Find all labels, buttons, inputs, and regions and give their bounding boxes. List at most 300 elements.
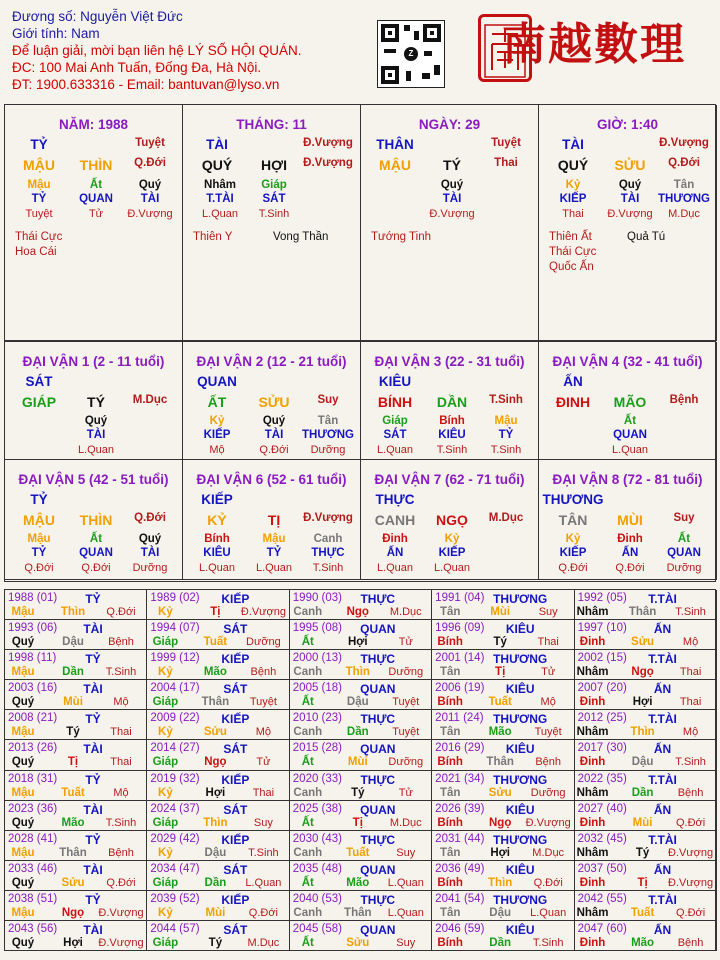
hidden-god: TÀI [140, 547, 160, 559]
year-label: 2000 (13) [292, 652, 343, 665]
dai-van-branch: TỊ [267, 512, 281, 528]
year-label: 2013 (26) [8, 742, 58, 755]
year-god: ẤN [653, 862, 672, 877]
year-label: 1998 (11) [8, 652, 57, 665]
brand-calligraphy: 南越數理 [502, 19, 686, 70]
dai-van-god: THỰC [375, 492, 415, 507]
hidden-stem: Kỷ [209, 415, 225, 427]
hidden-god: ẤN [621, 547, 639, 559]
annual-year-cell [290, 740, 432, 770]
star-left: Thiên Y [193, 231, 233, 243]
hidden-god: QUAN [79, 547, 113, 559]
year-phase: L.Quan [530, 906, 567, 919]
pillar-god: TÀI [562, 137, 584, 152]
hidden-phase: Đ.Vượng [607, 208, 653, 220]
year-phase: T.Sinh [675, 606, 706, 618]
year-label: 2026 (39) [435, 802, 485, 815]
year-stem: Mậu [11, 726, 35, 739]
annual-year-cell [290, 710, 432, 740]
hidden-god: TỶ [31, 193, 47, 205]
hidden-god: QUAN [79, 193, 113, 205]
hidden-stem: Kỷ [565, 533, 581, 545]
dai-van-god: QUAN [197, 374, 237, 389]
dai-van-stem: ĐINH [555, 394, 591, 410]
pillar-branch-phase: Đ.Vượng [303, 157, 353, 169]
year-branch: Ngọ [346, 606, 369, 618]
dai-van-cell [361, 460, 539, 580]
year-god: SÁT [223, 862, 248, 877]
hidden-phase: Dưỡng [310, 444, 346, 456]
annual-year-cell [432, 740, 574, 770]
year-label: 2008 (21) [8, 712, 58, 725]
hidden-phase: L.Quan [198, 562, 236, 574]
hidden-phase: L.Quan [376, 562, 414, 574]
year-stem: Ất [301, 937, 314, 950]
year-stem: Mậu [11, 906, 35, 919]
year-phase: Dưỡng [388, 666, 424, 679]
year-god: QUAN [360, 682, 396, 697]
year-stem: Đinh [579, 876, 606, 889]
year-phase: Dưỡng [388, 756, 424, 769]
hidden-god: QUAN [667, 547, 701, 559]
year-stem: Quý [11, 816, 35, 829]
year-branch: Dậu [204, 846, 227, 859]
year-god: THỰC [360, 892, 396, 907]
year-branch: Ngọ [204, 756, 227, 769]
year-god: TÀI [83, 923, 103, 938]
year-stem: Nhâm [576, 846, 609, 859]
year-god: TÀI [83, 682, 103, 697]
hidden-phase: L.Quan [376, 444, 414, 456]
year-label: 2042 (55) [577, 892, 627, 905]
year-label: 2027 (40) [577, 802, 627, 815]
year-stem: Giáp [152, 937, 179, 950]
dai-van-cell [183, 342, 361, 460]
annual-year-cell [575, 650, 717, 680]
year-phase: Bệnh [535, 756, 562, 769]
hidden-god: SÁT [383, 429, 407, 441]
year-phase: Thai [252, 786, 275, 799]
year-phase: Tuyệt [249, 696, 277, 709]
year-label: 2025 (38) [292, 802, 343, 815]
year-god: ẤN [653, 923, 672, 938]
year-branch: Mùi [205, 906, 226, 919]
annual-year-cell [290, 801, 432, 831]
year-god: TỶ [85, 712, 101, 727]
year-stem: Ất [301, 636, 314, 649]
year-label: 1997 (10) [577, 622, 627, 635]
hidden-phase: L.Quan [433, 562, 471, 574]
year-god: SÁT [223, 742, 248, 757]
pillar-branch-phase: Q.Đới [134, 157, 166, 169]
hidden-phase: Dưỡng [132, 562, 168, 574]
year-phase: T.Sinh [248, 846, 279, 859]
year-branch: Mão [203, 666, 227, 679]
year-phase: Thai [679, 666, 702, 679]
hidden-stem: Ất [677, 533, 691, 545]
year-label: 2036 (49) [435, 862, 485, 875]
annual-year-cell [5, 891, 147, 921]
dai-van-cell [5, 342, 183, 460]
annual-year-cell [432, 650, 574, 680]
dai-van-phase: Bệnh [669, 394, 699, 406]
year-phase: Tử [256, 756, 271, 769]
year-branch: Tý [66, 726, 80, 739]
year-label: 2015 (28) [292, 742, 343, 755]
year-branch: Dần [489, 937, 512, 950]
star-left: Quốc Ấn [549, 261, 594, 273]
year-god: KIÊU [505, 622, 535, 637]
year-label: 2007 (20) [577, 682, 627, 695]
year-branch: Dần [631, 786, 654, 799]
dai-van-cell [183, 460, 361, 580]
year-branch: Dậu [346, 696, 369, 709]
year-god: TÀI [83, 862, 103, 877]
year-stem: Canh [293, 786, 323, 799]
annual-year-cell [432, 801, 574, 831]
annual-year-cell [147, 861, 289, 891]
annual-year-cell [575, 801, 717, 831]
hidden-god: SÁT [262, 193, 286, 205]
year-branch: Mùi [63, 696, 83, 709]
dai-van-stem: GIÁP [21, 394, 57, 410]
annual-year-cell [147, 620, 289, 650]
year-stem: Giáp [152, 876, 179, 889]
year-god: KIẾP [221, 892, 250, 907]
pillar-cell [5, 105, 183, 341]
year-phase: Thai [110, 726, 132, 739]
year-label: 2006 (19) [435, 682, 485, 695]
year-stem: Quý [11, 636, 35, 649]
year-phase: Mộ [540, 696, 556, 709]
year-god: QUAN [360, 742, 396, 757]
pillar-title: NGÀY: 29 [418, 117, 481, 132]
year-stem: Kỷ [158, 726, 173, 739]
hidden-stem: Quý [618, 179, 642, 191]
year-branch: Thìn [488, 876, 513, 889]
pillar-title: THÁNG: 11 [236, 117, 307, 132]
dai-van-god: THƯƠNG [542, 492, 604, 507]
annual-year-cell [575, 590, 717, 620]
year-stem: Bính [437, 756, 463, 769]
year-phase: Q.Đới [533, 876, 563, 889]
year-stem: Nhâm [576, 666, 609, 679]
dai-van-branch: TÝ [87, 394, 105, 410]
year-branch: Dần [204, 876, 227, 889]
year-phase: Tuyệt [392, 726, 420, 739]
pillar-stem: QUÝ [557, 157, 589, 173]
year-label: 2002 (15) [577, 652, 627, 665]
year-stem: Tân [439, 786, 461, 799]
year-branch: Thìn [203, 816, 228, 829]
dai-van-branch: MÃO [613, 394, 647, 410]
year-branch: Tý [635, 846, 650, 859]
year-stem: Canh [293, 846, 323, 859]
year-god: THƯƠNG [493, 772, 548, 787]
hidden-stem: Đinh [382, 533, 408, 545]
year-phase: M.Dục [389, 606, 422, 618]
dai-van-title: ĐẠI VẬN 8 (72 - 81 tuổi) [552, 472, 703, 487]
year-phase: T.Sinh [532, 937, 564, 950]
pillar-god: TÀI [206, 137, 228, 152]
year-branch: Thân [201, 696, 230, 709]
year-label: 2041 (54) [435, 892, 485, 905]
dai-van-branch: SỬU [258, 394, 290, 410]
year-branch: Tị [495, 666, 506, 679]
hidden-stem: Bính [204, 533, 230, 545]
pillar-title: NĂM: 1988 [58, 117, 129, 132]
year-god: TÀI [83, 802, 103, 817]
year-label: 2046 (59) [435, 923, 485, 936]
year-stem: Tân [439, 606, 461, 618]
hidden-god: TỶ [498, 429, 514, 441]
year-stem: Bính [437, 937, 463, 950]
dai-van-title: ĐẠI VẬN 7 (62 - 71 tuổi) [374, 472, 525, 487]
hidden-phase: Q.Đới [24, 562, 54, 574]
year-stem: Ất [301, 696, 314, 709]
year-stem: Giáp [152, 816, 179, 829]
year-branch: Tý [208, 937, 223, 950]
year-phase: L.Quan [245, 876, 282, 889]
year-label: 1992 (05) [577, 592, 627, 604]
pillar-branch: SỬU [614, 157, 646, 173]
annual-luck-grid [4, 589, 716, 951]
pillar-god: TỶ [30, 137, 48, 152]
star-left: Thái Cực [549, 246, 597, 258]
year-branch: Hợi [490, 846, 511, 859]
year-stem: Đinh [579, 636, 606, 649]
year-phase: Dưỡng [246, 636, 281, 649]
year-branch: Mùi [632, 816, 653, 829]
year-label: 2023 (36) [8, 802, 58, 815]
pillar-cell [539, 105, 717, 341]
address: ĐC: 100 Mai Anh Tuấn, Đống Đa, Hà Nội. [12, 60, 262, 75]
annual-year-cell [147, 831, 289, 861]
pillar-stem: MẬU [23, 157, 55, 173]
pillar-god: THÂN [376, 137, 414, 152]
hidden-stem: Ất [89, 533, 103, 545]
year-label: 1994 (07) [150, 622, 200, 635]
year-god: SÁT [223, 923, 248, 938]
annual-year-cell [5, 771, 147, 801]
year-branch: Mão [346, 876, 370, 889]
annual-year-cell [575, 921, 717, 951]
year-stem: Nhâm [576, 906, 609, 919]
pillar-cell [183, 105, 361, 341]
qr-code[interactable] [377, 20, 445, 88]
hidden-phase: L.Quan [77, 444, 115, 456]
year-label: 2033 (46) [8, 862, 58, 875]
star-left: Thái Cực [15, 231, 63, 243]
annual-year-cell [5, 680, 147, 710]
hidden-stem: Mậu [27, 179, 51, 191]
annual-year-cell [5, 650, 147, 680]
annual-year-cell [290, 680, 432, 710]
year-branch: Thân [59, 846, 87, 859]
year-stem: Quý [11, 756, 35, 769]
dai-van-cell [539, 460, 717, 580]
year-label: 2020 (33) [292, 772, 343, 785]
year-branch: Dậu [62, 636, 84, 649]
year-god: THƯƠNG [493, 592, 548, 606]
annual-year-cell [290, 921, 432, 951]
contact-invite: Để luận giải, mời bạn liên hệ LÝ SỐ HỘI QUÁN. [12, 43, 302, 58]
year-stem: Kỷ [158, 666, 173, 679]
year-stem: Ất [301, 816, 314, 829]
year-stem: Giáp [152, 636, 179, 649]
year-branch: Hợi [63, 937, 83, 950]
year-god: TÀI [83, 622, 103, 637]
year-stem: Đinh [579, 937, 606, 950]
dai-van-phase: Suy [317, 394, 339, 406]
year-god: ẤN [653, 682, 672, 697]
hidden-phase: Q.Đới [81, 562, 111, 574]
year-phase: Tuyệt [534, 726, 562, 739]
year-label: 1990 (03) [292, 592, 343, 604]
year-branch: Thìn [630, 726, 655, 739]
hidden-god: QUAN [613, 429, 647, 441]
year-branch: Ngọ [631, 666, 654, 679]
year-stem: Tân [439, 846, 461, 859]
hidden-phase: L.Quan [201, 208, 239, 220]
year-phase: Suy [538, 606, 558, 618]
year-branch: Tuất [61, 786, 85, 799]
star-right: Vong Thần [273, 231, 329, 243]
year-label: 2032 (45) [577, 832, 627, 845]
year-god: ẤN [653, 622, 672, 637]
year-label: 2022 (35) [577, 772, 627, 785]
header-info [12, 8, 372, 93]
year-phase: Tuyệt [392, 696, 420, 709]
dai-van-stem: MẬU [23, 512, 55, 528]
hidden-phase: T.Sinh [258, 208, 290, 220]
year-branch: Sửu [61, 876, 85, 889]
phone-email[interactable]: ĐT: 1900.633316 - Email: bantuvan@lyso.vn [12, 77, 280, 92]
year-branch: Tuất [630, 906, 655, 919]
year-label: 1999 (12) [150, 652, 200, 665]
year-stem: Bính [437, 816, 463, 829]
year-phase: Q.Đới [106, 606, 136, 618]
year-label: 1995 (08) [292, 622, 343, 635]
year-phase: Mộ [113, 786, 129, 799]
annual-year-cell [5, 861, 147, 891]
annual-year-cell [147, 590, 289, 620]
year-stem: Kỷ [158, 846, 173, 859]
year-branch: Thân [486, 756, 514, 769]
annual-year-cell [5, 620, 147, 650]
year-label: 1988 (01) [8, 592, 58, 604]
hidden-god: TÀI [264, 429, 284, 441]
hidden-god: TÀI [86, 429, 106, 441]
year-stem: Bính [437, 696, 463, 709]
year-branch: Sửu [346, 937, 370, 950]
year-stem: Quý [11, 937, 35, 950]
hidden-phase: Q.Đới [259, 444, 289, 456]
year-god: ẤN [653, 742, 672, 757]
hidden-phase: Mộ [209, 444, 225, 456]
dai-van-god: TỶ [30, 492, 48, 507]
hidden-phase: L.Quan [611, 444, 649, 456]
year-phase: M.Dục [247, 937, 280, 950]
annual-year-cell [147, 891, 289, 921]
year-god: THƯƠNG [493, 652, 548, 667]
year-god: T.TÀI [648, 652, 677, 667]
year-god: THƯƠNG [493, 892, 548, 907]
pillar-branch-phase: Thai [494, 157, 518, 169]
hidden-phase: T.Sinh [436, 444, 468, 456]
year-phase: Bệnh [677, 786, 704, 799]
year-phase: M.Dục [532, 846, 565, 859]
year-god: THỰC [360, 592, 396, 606]
year-branch: Thân [628, 606, 657, 618]
dai-van-phase: Q.Đới [134, 512, 166, 524]
dai-van-stem: TÂN [558, 512, 588, 528]
year-phase: T.Sinh [675, 756, 706, 769]
hidden-phase: Thai [562, 208, 584, 220]
year-branch: Mão [631, 937, 655, 950]
hidden-stem: Ất [89, 179, 103, 191]
year-stem: Mậu [11, 786, 35, 799]
annual-year-cell [432, 620, 574, 650]
hidden-god: KIÊU [203, 547, 231, 559]
year-stem: Ất [301, 876, 314, 889]
year-stem: Tân [439, 726, 461, 739]
year-stem: Canh [293, 906, 323, 919]
year-label: 2018 (31) [8, 772, 58, 785]
qr-center-badge: Z [404, 47, 418, 61]
year-branch: Tị [67, 756, 79, 769]
year-branch: Sửu [488, 786, 512, 799]
dai-van-phase: M.Dục [132, 394, 168, 406]
annual-year-cell [147, 650, 289, 680]
year-label: 2028 (41) [8, 832, 58, 845]
year-label: 2044 (57) [150, 923, 200, 936]
year-god: THỰC [360, 712, 396, 727]
pillar-stem-phase: Đ.Vượng [659, 137, 709, 149]
hidden-stem: Giáp [261, 179, 287, 191]
year-stem: Giáp [152, 756, 179, 769]
year-god: T.TÀI [648, 892, 677, 907]
dai-van-branch: MÙI [617, 512, 643, 528]
year-branch: Ngọ [61, 906, 85, 919]
year-label: 2039 (52) [150, 892, 200, 905]
dai-van-phase: Đ.Vượng [303, 512, 353, 524]
dai-van-god: KIÊU [378, 374, 412, 389]
year-label: 2045 (58) [292, 923, 343, 936]
hidden-stem: Quý [84, 415, 108, 427]
year-god: TỶ [85, 892, 101, 907]
annual-year-cell [147, 740, 289, 770]
year-stem: Bính [437, 876, 463, 889]
year-god: ẤN [653, 802, 672, 817]
year-god: KIÊU [505, 742, 535, 757]
year-god: TÀI [83, 742, 103, 757]
hidden-stem: Bính [439, 415, 465, 427]
year-label: 1991 (04) [435, 592, 485, 604]
year-branch: Mùi [490, 606, 511, 618]
annual-year-cell [575, 620, 717, 650]
year-phase: Đ.Vượng [525, 816, 571, 829]
dai-van-phase: M.Dục [488, 512, 524, 524]
year-label: 2034 (47) [150, 862, 200, 875]
year-phase: Đ.Vượng [98, 937, 144, 950]
year-phase: Q.Đới [675, 906, 706, 919]
year-god: QUAN [360, 862, 396, 877]
year-stem: Tân [439, 666, 461, 679]
year-label: 2016 (29) [435, 742, 485, 755]
hidden-stem: Nhâm [204, 179, 236, 191]
hidden-god: KIÊU [438, 429, 466, 441]
